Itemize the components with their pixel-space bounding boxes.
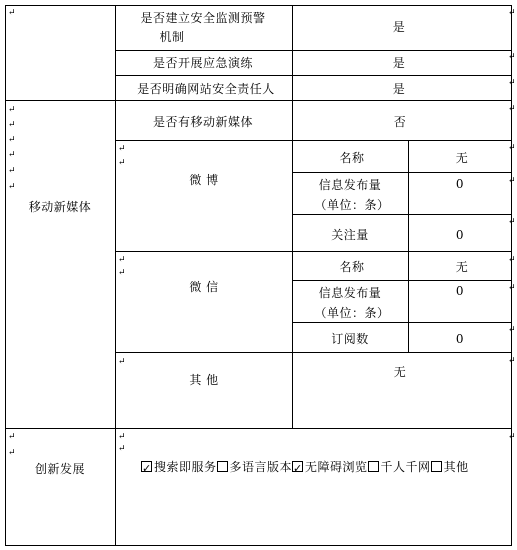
drill-value: 是 (392, 56, 406, 70)
has-media-label: 是否有移动新媒体 (152, 115, 254, 129)
row-divider (5, 428, 512, 429)
weibo-posts-value: 0 (455, 177, 465, 191)
column-divider (292, 5, 293, 429)
row-divider (115, 352, 512, 353)
option-accessibility[interactable]: ✓ 无障碍浏览 (292, 460, 368, 474)
paragraph-mark-icon: ↵ (508, 176, 516, 186)
paragraph-mark-icon: ↵ (8, 105, 16, 115)
has-media-value: 否 (393, 115, 407, 129)
paragraph-mark-icon: ↵ (508, 8, 516, 18)
monitoring-value: 是 (392, 20, 406, 34)
paragraph-mark-icon: ↵ (508, 217, 516, 227)
paragraph-mark-icon: ↵ (118, 255, 126, 265)
wechat-subs-label: 订阅数 (331, 332, 369, 346)
other-media-value: 无 (393, 365, 407, 379)
row-divider (115, 75, 512, 76)
innovation-section-label: 创新发展 (34, 462, 86, 476)
option-personalized[interactable]: 千人千网 (368, 460, 431, 474)
weibo-follows-value: 0 (455, 228, 465, 242)
paragraph-mark-icon: ↵ (8, 135, 16, 145)
wechat-posts-label-line2: （单位：条） (314, 306, 390, 320)
option-other[interactable]: 其他 (431, 460, 469, 474)
paragraph-mark-icon: ↵ (508, 432, 516, 442)
innovation-options (141, 457, 491, 478)
paragraph-mark-icon: ↵ (508, 143, 516, 153)
column-divider (115, 5, 116, 546)
weibo-follows-label: 关注量 (331, 228, 369, 242)
wechat-name-label: 名称 (339, 260, 365, 274)
other-media-label: 其 他 (189, 373, 219, 387)
row-divider (115, 251, 512, 252)
weibo-posts-label-line2: （单位：条） (314, 198, 390, 212)
owner-value: 是 (392, 82, 406, 96)
row-divider (292, 280, 512, 281)
option-search-as-service[interactable]: ✓ 搜索即服务 (141, 460, 217, 474)
paragraph-mark-icon: ↵ (118, 268, 126, 278)
weibo-name-value: 无 (455, 151, 469, 165)
paragraph-mark-icon: ↵ (8, 8, 16, 18)
wechat-subs-value: 0 (455, 332, 465, 346)
paragraph-mark-icon: ↵ (8, 448, 16, 458)
owner-label: 是否明确网站安全责任人 (137, 82, 275, 96)
option-multilingual[interactable]: 多语言版本 (217, 460, 293, 474)
monitoring-label-line1: 是否建立安全监测预警 (140, 11, 266, 25)
drill-label: 是否开展应急演练 (152, 56, 254, 70)
row-divider (292, 172, 512, 173)
paragraph-mark-icon: ↵ (118, 158, 126, 168)
checkbox-search-as-service[interactable] (141, 461, 152, 472)
table-bottom-border (5, 545, 512, 546)
paragraph-mark-icon: ↵ (8, 166, 16, 176)
paragraph-mark-icon: ↵ (508, 255, 516, 265)
row-divider (292, 214, 512, 215)
paragraph-mark-icon: ↵ (508, 78, 516, 88)
paragraph-mark-icon: ↵ (508, 325, 516, 335)
paragraph-mark-icon: ↵ (118, 444, 126, 454)
monitoring-label-line2: 机制 (159, 30, 185, 44)
new-media-section-label: 移动新媒体 (28, 200, 92, 214)
row-divider (115, 50, 512, 51)
paragraph-mark-icon: ↵ (508, 356, 516, 366)
row-divider (5, 100, 512, 101)
weibo-label: 微 博 (189, 173, 219, 187)
paragraph-mark-icon: ↵ (118, 432, 126, 442)
paragraph-mark-icon: ↵ (8, 182, 16, 192)
row-divider (115, 140, 512, 141)
paragraph-mark-icon: ↵ (508, 104, 516, 114)
column-divider (408, 140, 409, 352)
row-divider (292, 322, 512, 323)
wechat-label: 微 信 (189, 280, 219, 294)
checkbox-personalized[interactable] (368, 461, 379, 472)
paragraph-mark-icon: ↵ (508, 52, 516, 62)
table-left-border (5, 5, 6, 546)
checkbox-multilingual[interactable] (217, 461, 228, 472)
paragraph-mark-icon: ↵ (8, 150, 16, 160)
checkbox-accessibility[interactable] (292, 461, 303, 472)
paragraph-mark-icon: ↵ (8, 120, 16, 130)
paragraph-mark-icon: ↵ (8, 432, 16, 442)
paragraph-mark-icon: ↵ (118, 144, 126, 154)
weibo-posts-label-line1: 信息发布量 (318, 178, 382, 192)
wechat-name-value: 无 (455, 260, 469, 274)
wechat-posts-value: 0 (455, 284, 465, 298)
table-top-border (5, 5, 512, 6)
wechat-posts-label-line1: 信息发布量 (318, 286, 382, 300)
paragraph-mark-icon: ↵ (118, 357, 126, 367)
weibo-name-label: 名称 (339, 151, 365, 165)
checkbox-other[interactable] (431, 461, 442, 472)
paragraph-mark-icon: ↵ (508, 283, 516, 293)
